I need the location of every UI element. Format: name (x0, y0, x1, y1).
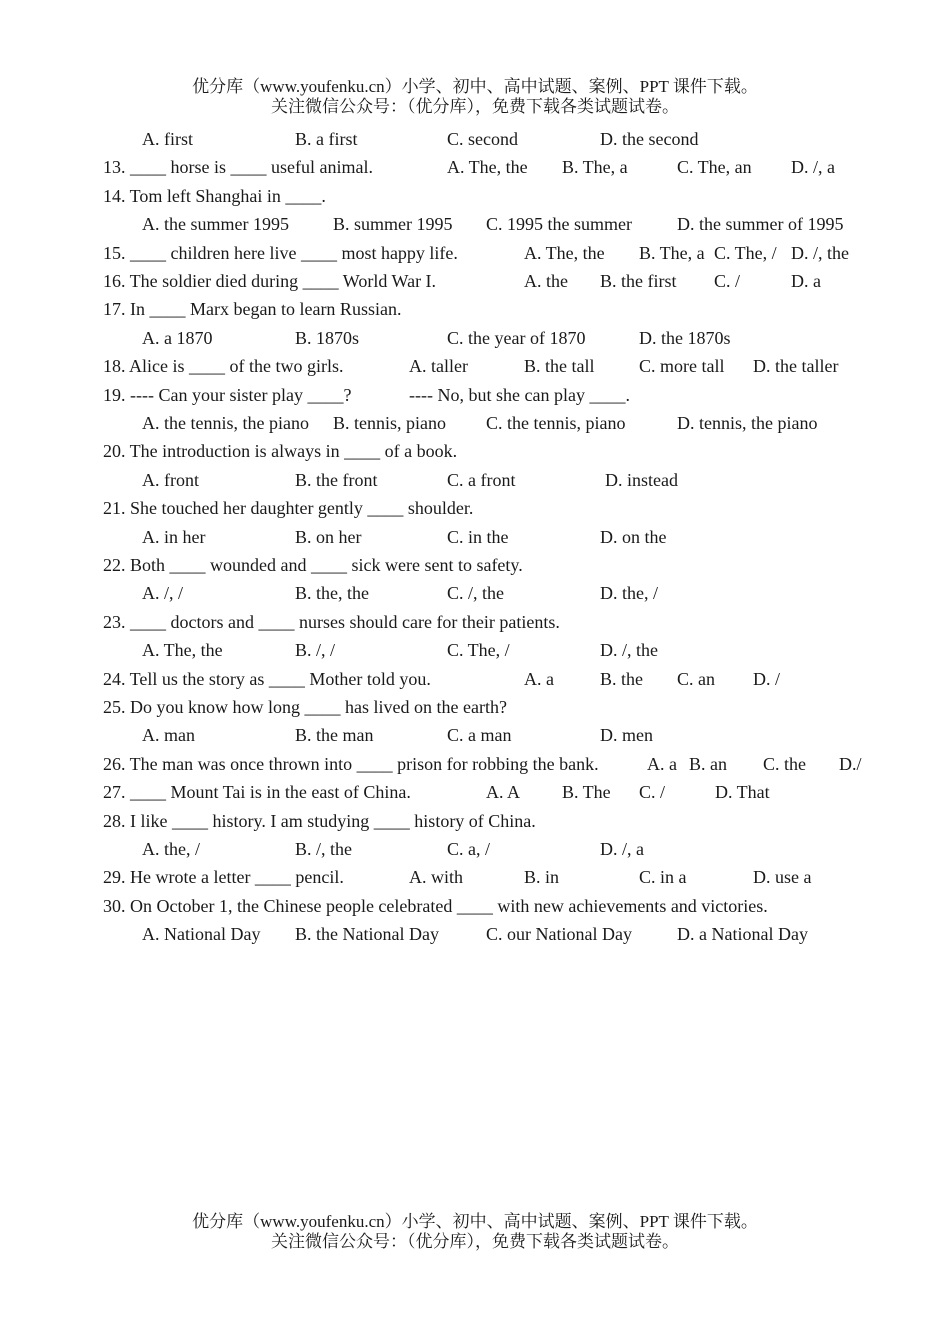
answer-option: C. our National Day (486, 924, 632, 945)
question-line (0, 608, 950, 636)
question-line (0, 494, 950, 522)
question-stem: 22. Both ____ wounded and ____ sick were sent to safety. (103, 555, 523, 575)
answer-option: A. The, the (524, 242, 605, 263)
answer-option: A. /, / (142, 583, 184, 604)
answer-option: C. in a (639, 867, 687, 888)
question-stem: 20. The introduction is always in ____ of a book. (103, 441, 458, 462)
answer-option: B. summer 1995 (333, 214, 453, 235)
question-stem: 13. ____ horse is ____ useful animal. (103, 157, 373, 178)
answer-option: D. tennis, the piano (677, 413, 818, 433)
answer-option: B. the first (600, 271, 677, 291)
question-stem: 14. Tom left Shanghai in ____. (103, 185, 326, 206)
question-line (0, 267, 950, 295)
answer-option: C. The, an (677, 157, 752, 178)
answer-option: D./ (839, 753, 862, 774)
answer-option: A. first (142, 129, 193, 149)
question-line (0, 693, 950, 721)
answer-option: A. the (524, 271, 568, 291)
question-line (0, 352, 950, 380)
answer-option: C. /, the (447, 583, 504, 604)
answer-option: C. / (639, 782, 666, 803)
question-line (0, 892, 950, 920)
answer-option: B. 1870s (295, 327, 360, 348)
footer-line-2: 关注微信公众号：（优分库），免费下载各类试题试卷。 (271, 1232, 679, 1251)
answer-option: D. the second (600, 129, 699, 149)
question-line (0, 579, 950, 607)
answer-option: B. the National Day (295, 924, 439, 945)
answer-option: A. a (524, 668, 554, 689)
answer-option: D. /, the (791, 242, 849, 263)
question-line (0, 239, 950, 267)
answer-option: D. use a (753, 867, 812, 888)
question-line (0, 409, 950, 437)
answer-option: C. the year of 1870 (447, 327, 586, 348)
answer-option: ---- No, but she can play ____. (409, 384, 630, 405)
question-line (0, 437, 950, 465)
footer-line-1: 优分库（www.youfenku.cn）小学、初中、高中试题、案例、PPT 课件下载。 (192, 1212, 758, 1231)
answer-option: C. in the (447, 526, 509, 547)
answer-option: B. The, a (639, 242, 705, 263)
answer-option: D. instead (605, 469, 678, 490)
answer-option: B. an (689, 753, 727, 774)
answer-option: D. / (753, 668, 780, 689)
answer-option: B. the, the (295, 583, 369, 604)
question-line (0, 750, 950, 778)
answer-option: D. /, a (600, 839, 644, 859)
answer-option: D. on the (600, 526, 667, 547)
answer-option: A. a 1870 (142, 327, 213, 348)
answer-option: C. the tennis, piano (486, 413, 626, 433)
question-stem: 16. The soldier died during ____ World War I. (103, 271, 437, 291)
question-stem: 30. On October 1, the Chinese people celebrated ____ with new achievements and victories. (103, 895, 768, 916)
answer-option: C. 1995 the summer (486, 214, 632, 235)
question-line (0, 381, 950, 409)
answer-option: A. with (409, 867, 463, 888)
question-stem: 21. She touched her daughter gently ____ shoulder. (103, 498, 474, 519)
question-stem: 28. I like ____ history. I am studying ____ history of China. (103, 810, 536, 831)
answer-option: A. in her (142, 526, 206, 547)
answer-option: B. on her (295, 526, 362, 547)
answer-option: B. the man (295, 725, 374, 746)
question-line (0, 551, 950, 579)
answer-option: D. the taller (753, 356, 839, 377)
answer-option: B. The (562, 782, 611, 803)
question-line (0, 721, 950, 749)
answer-option: A. The, the (447, 157, 528, 178)
question-stem: 26. The man was once thrown into ____ prison for robbing the bank. (103, 753, 599, 774)
question-line (0, 863, 950, 891)
answer-option: B. the tall (524, 356, 595, 377)
header-line-2: 关注微信公众号：（优分库），免费下载各类试题试卷。 (271, 97, 679, 116)
answer-option: A. taller (409, 356, 468, 377)
answer-option: B. the front (295, 469, 378, 490)
question-line (0, 523, 950, 551)
answer-option: D. /, a (791, 157, 835, 178)
answer-option: C. The, / (447, 640, 510, 661)
question-line (0, 835, 950, 863)
question-line (0, 778, 950, 806)
question-stem: 15. ____ children here live ____ most happy life. (103, 242, 458, 263)
answer-option: B. /, / (295, 640, 336, 661)
answer-option: C. more tall (639, 356, 725, 377)
question-line (0, 807, 950, 835)
question-line (0, 324, 950, 352)
answer-option: B. tennis, piano (333, 413, 446, 433)
question-line (0, 665, 950, 693)
answer-option: B. /, the (295, 839, 352, 859)
question-line (0, 636, 950, 664)
answer-option: D. men (600, 725, 653, 746)
answer-option: C. an (677, 668, 715, 689)
answer-option: A. The, the (142, 640, 223, 661)
answer-option: D. a National Day (677, 924, 808, 945)
question-line (0, 153, 950, 181)
page-header (0, 77, 950, 117)
answer-option: A. a (647, 753, 677, 774)
question-stem: 24. Tell us the story as ____ Mother told you. (103, 668, 431, 689)
question-line (0, 295, 950, 323)
answer-option: B. The, a (562, 157, 628, 178)
answer-option: C. the (763, 753, 806, 774)
answer-option: B. a first (295, 129, 358, 149)
question-stem: 25. Do you know how long ____ has lived on the earth? (103, 697, 507, 717)
answer-option: C. a, / (447, 839, 490, 859)
answer-option: A. front (142, 469, 199, 490)
answer-option: C. second (447, 129, 518, 149)
question-line (0, 125, 950, 153)
answer-option: A. the tennis, the piano (142, 413, 309, 433)
question-line (0, 920, 950, 948)
question-stem: 29. He wrote a letter ____ pencil. (103, 867, 344, 888)
question-line (0, 182, 950, 210)
answer-option: D. That (715, 782, 770, 803)
question-stem: 17. In ____ Marx began to learn Russian. (103, 299, 402, 320)
answer-option: B. in (524, 867, 560, 888)
question-stem: 27. ____ Mount Tai is in the east of China. (103, 782, 411, 803)
question-stem: 18. Alice is ____ of the two girls. (103, 356, 344, 377)
answer-option: D. the, / (600, 583, 658, 604)
question-line (0, 466, 950, 494)
answer-option: C. / (714, 271, 741, 291)
answer-option: A. the summer 1995 (142, 214, 289, 235)
answer-option: C. The, / (714, 242, 777, 263)
answer-option: A. the, / (142, 839, 200, 859)
answer-option: D. /, the (600, 640, 658, 661)
question-stem: 19. ---- Can your sister play ____? (103, 384, 352, 405)
answer-option: A. A (486, 782, 521, 803)
answer-option: D. a (791, 271, 821, 291)
answer-option: A. National Day (142, 924, 261, 945)
page-footer (0, 1212, 950, 1252)
answer-option: B. the (600, 668, 643, 689)
question-line (0, 210, 950, 238)
answer-option: D. the 1870s (639, 327, 731, 348)
header-line-1: 优分库（www.youfenku.cn）小学、初中、高中试题、案例、PPT 课件下载。 (192, 77, 758, 96)
answer-option: D. the summer of 1995 (677, 214, 844, 235)
answer-option: C. a front (447, 469, 516, 490)
answer-option: C. a man (447, 725, 512, 746)
answer-option: A. man (142, 725, 195, 746)
question-stem: 23. ____ doctors and ____ nurses should care for their patients. (103, 611, 560, 632)
